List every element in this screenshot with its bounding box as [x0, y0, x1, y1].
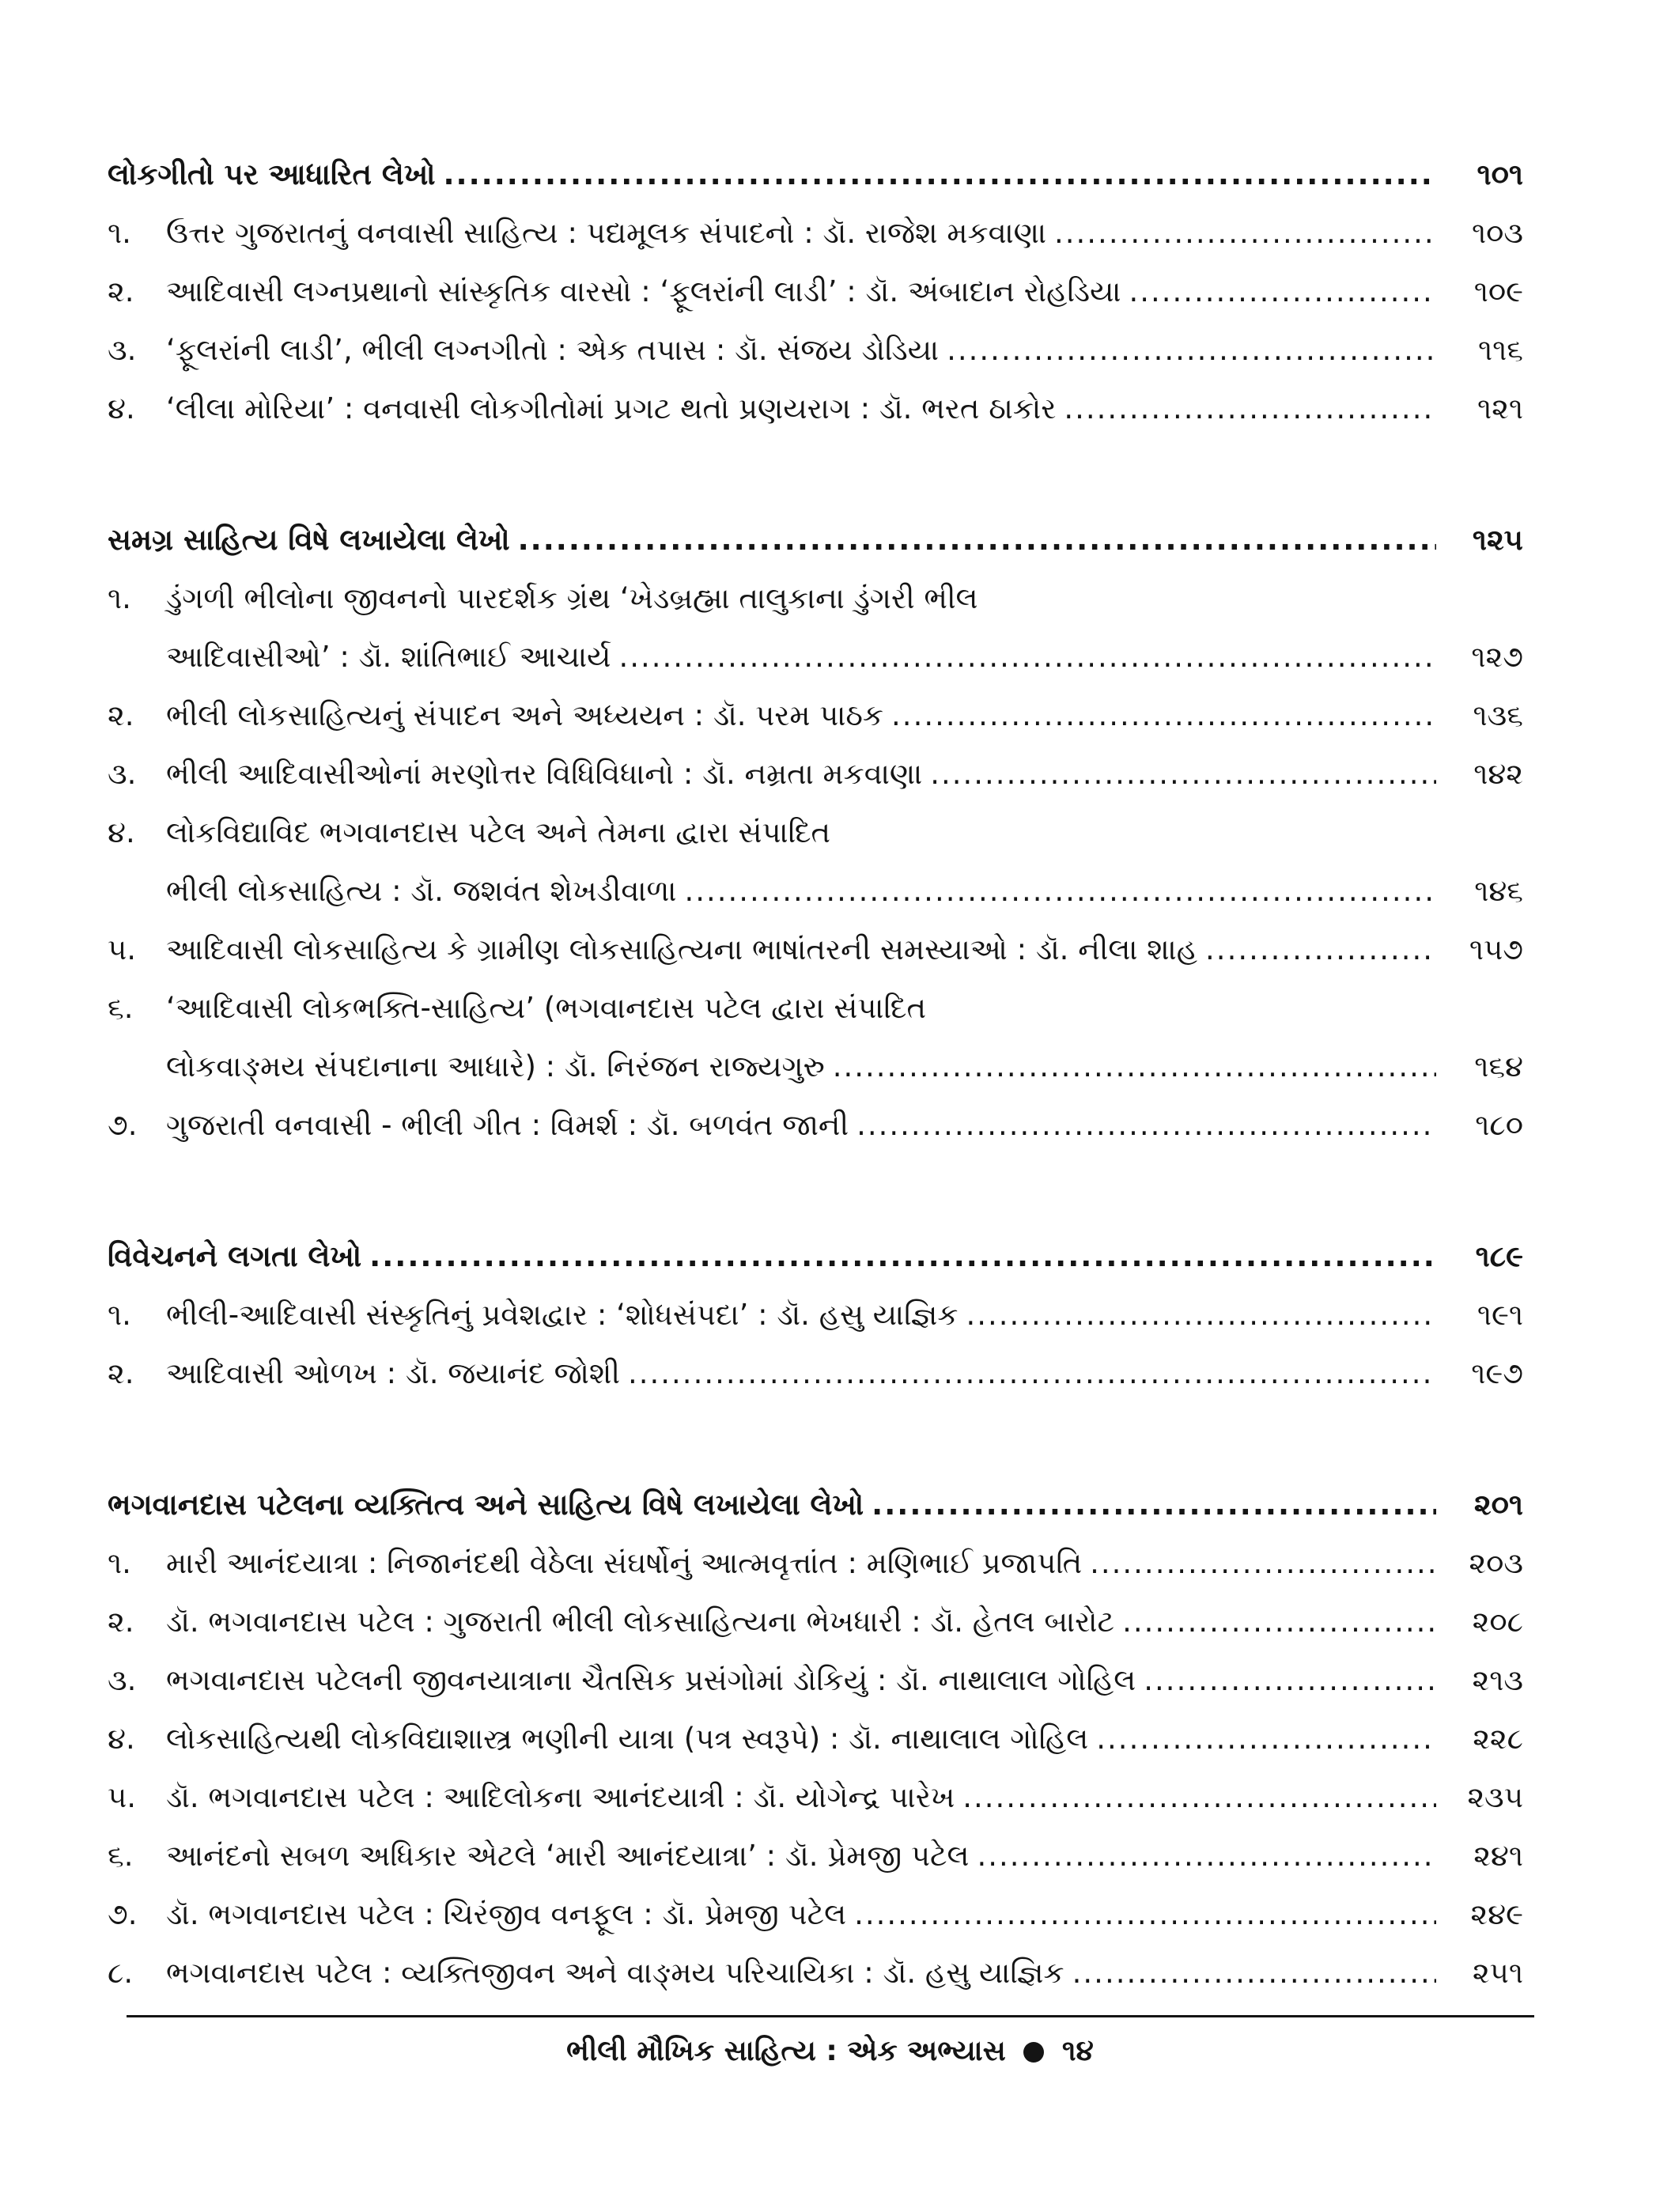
entry-number: ૪. [108, 391, 135, 425]
entry-page: ૨૦૩ [1469, 1546, 1523, 1580]
entry-page: ૧૪૨ [1473, 757, 1523, 791]
entry-title-line1: લોકવિદ્યાવિદ ભગવાનદાસ પટેલ અને તેમના દ્વારા સંપાદિત [166, 815, 831, 849]
entry-number: ૮. [108, 1956, 134, 1990]
toc-entry [108, 1885, 1523, 1944]
toc-section [108, 1476, 1523, 2002]
dot-leader [1090, 1534, 1436, 1593]
entry-page: ૧૮૦ [1475, 1108, 1523, 1142]
dot-leader [628, 1344, 1436, 1403]
entry-number: ૧. [108, 216, 131, 250]
toc-entry-first-line [108, 979, 1523, 1038]
section-heading-title: ભગવાનદાસ પટેલના વ્યક્તિત્વ અને સાહિત્ય વિષે લખાયેલા લેખો [108, 1488, 864, 1522]
entry-number: ૪. [108, 815, 135, 849]
section-heading [108, 1227, 1523, 1286]
entry-number: ૪. [108, 1722, 135, 1756]
toc-entry [108, 380, 1523, 438]
entry-number: ૩. [108, 333, 137, 367]
entry-page: ૧૯૭ [1471, 1356, 1523, 1390]
section-heading [108, 1476, 1523, 1534]
entry-number: ૬. [108, 991, 134, 1025]
toc-entry [108, 1038, 1523, 1096]
dot-leader [1122, 1593, 1436, 1651]
toc-entry [108, 1827, 1523, 1885]
entry-number: ૫. [108, 1780, 137, 1814]
dot-leader [684, 862, 1436, 921]
entry-title: લોકવાઙ્મય સંપદાનાના આધારે) : ડૉ. નિરંજન રાજ્યગુરુ [166, 1049, 825, 1083]
section-heading-page: ૧૦૧ [1477, 157, 1523, 191]
dot-leader [1072, 1944, 1436, 2002]
entry-page: ૨૩૫ [1467, 1780, 1523, 1814]
entry-title: ડૉ. ભગવાનદાસ પટેલ : ચિરંજીવ વનફૂલ : ડૉ. પ્રેમજી પટેલ [166, 1897, 847, 1931]
toc-entry [108, 1651, 1523, 1710]
toc-entry [108, 628, 1523, 686]
dot-leader [518, 511, 1436, 569]
section-heading-page: ૨૦૧ [1473, 1488, 1523, 1522]
entry-page: ૧૪૬ [1474, 874, 1523, 908]
toc-entry [108, 204, 1523, 263]
toc-entry [108, 1593, 1523, 1651]
footer-book-title: ભીલી મૌખિક સાહિત્ય : એક અભ્યાસ [566, 2035, 1006, 2067]
entry-number: ૨. [108, 698, 134, 732]
dot-leader [1054, 204, 1436, 263]
toc-entry-first-line [108, 804, 1523, 862]
section-heading-page: ૧૮૯ [1475, 1239, 1523, 1273]
dot-leader [1064, 380, 1436, 438]
entry-page: ૨૪૧ [1473, 1839, 1523, 1873]
page-footer [0, 2029, 1660, 2074]
entry-page: ૧૬૪ [1474, 1049, 1523, 1083]
entry-title: આદિવાસી ઓળખ : ડૉ. જયાનંદ જોશી [166, 1356, 620, 1390]
dot-leader [947, 321, 1436, 380]
dot-leader [444, 146, 1437, 204]
toc-entry [108, 1534, 1523, 1593]
toc-entry [108, 1768, 1523, 1827]
toc-entry [108, 686, 1523, 745]
entry-page: ૧૦૩ [1471, 216, 1523, 250]
toc-entry [108, 921, 1523, 979]
toc-entry [108, 1096, 1523, 1155]
entry-page: ૧૨૭ [1471, 640, 1523, 674]
entry-title: મારી આનંદયાત્રા : નિજાનંદથી વેઠેલા સંઘર્ષોનું આત્મવૃત્તાંત : મણિભાઈ પ્રજાપતિ [166, 1546, 1083, 1580]
entry-title: ભગવાનદાસ પટેલ : વ્યક્તિજીવન અને વાઙ્મય પરિચાયિકા : ડૉ. હસુ યાજ્ઞિક [166, 1956, 1064, 1990]
section-heading-page: ૧૨૫ [1472, 523, 1523, 557]
toc-entry-first-line [108, 569, 1523, 628]
dot-leader [854, 1885, 1436, 1944]
toc-entry [108, 745, 1523, 804]
section-heading-title: વિવેચનને લગતા લેખો [108, 1239, 362, 1273]
entry-page: ૧૯૧ [1477, 1298, 1523, 1332]
entry-title: ‘ફૂલરાંની લાડી’, ભીલી લગ્નગીતો : એક તપાસ : ડૉ. સંજય ડોડિયા [166, 333, 940, 367]
toc-entry [108, 1710, 1523, 1768]
entry-title: ભીલી લોકસાહિત્યનું સંપાદન અને અધ્યયન : ડૉ. પરમ પાઠક [166, 698, 884, 732]
dot-leader [833, 1038, 1436, 1096]
dot-leader [856, 1096, 1436, 1155]
toc-entry [108, 1944, 1523, 2002]
entry-title: ગુજરાતી વનવાસી - ભીલી ગીત : વિમર્શ : ડૉ. બળવંત જાની [166, 1108, 849, 1142]
dot-leader [962, 1768, 1436, 1827]
toc-entry [108, 862, 1523, 921]
toc-entry [108, 1344, 1523, 1403]
entry-page: ૨૨૮ [1473, 1722, 1523, 1756]
toc-section [108, 146, 1523, 438]
entry-number: ૧. [108, 1546, 131, 1580]
dot-leader [1144, 1651, 1436, 1710]
dot-leader [1129, 263, 1436, 321]
dot-leader [872, 1476, 1436, 1534]
entry-page: ૧૩૬ [1473, 698, 1523, 732]
section-heading [108, 511, 1523, 569]
entry-title: ઉત્તર ગુજરાતનું વનવાસી સાહિત્ય : પદ્યમૂલક સંપાદનો : ડૉ. રાજેશ મકવાણા [166, 216, 1047, 250]
entry-number: ૨. [108, 1356, 134, 1390]
dot-leader [891, 686, 1436, 745]
entry-number: ૧. [108, 581, 131, 615]
table-of-contents [108, 146, 1523, 2002]
entry-number: ૧. [108, 1298, 131, 1332]
entry-title-line1: ડુંગળી ભીલોના જીવનનો પારદર્શક ગ્રંથ ‘ખેડબ્રહ્મા તાલુકાના ડુંગરી ભીલ [166, 581, 978, 615]
entry-page: ૧૫૭ [1469, 932, 1523, 966]
entry-title: આદિવાસીઓ’ : ડૉ. શાંતિભાઈ આચાર્ય [166, 640, 611, 674]
entry-title: આદિવાસી લગ્નપ્રથાનો સાંસ્કૃતિક વારસો : ‘ફૂલરાંની લાડી’ : ડૉ. અંબાદાન રોહડિયા [166, 274, 1121, 308]
dot-leader [977, 1827, 1436, 1885]
entry-number: ૫. [108, 932, 137, 966]
entry-number: ૨. [108, 1605, 134, 1639]
section-heading [108, 146, 1523, 204]
toc-entry [108, 1286, 1523, 1344]
section-heading-title: લોકગીતો પર આધારિત લેખો [108, 157, 436, 191]
dot-leader [369, 1227, 1436, 1286]
entry-page: ૨૦૮ [1472, 1605, 1523, 1639]
entry-title: આનંદનો સબળ અધિકાર એટલે ‘મારી આનંદયાત્રા’ : ડૉ. પ્રેમજી પટેલ [166, 1839, 970, 1873]
bullet-icon [1023, 2042, 1044, 2063]
entry-number: ૨. [108, 274, 134, 308]
dot-leader [1205, 921, 1436, 979]
entry-number: ૬. [108, 1839, 134, 1873]
toc-section [108, 511, 1523, 1155]
entry-title: ‘લીલા મોરિયા’ : વનવાસી લોકગીતોમાં પ્રગટ થતો પ્રણયરાગ : ડૉ. ભરત ઠાકોર [166, 391, 1057, 425]
entry-title: લોકસાહિત્યથી લોકવિદ્યાશાસ્ત્ર ભણીની યાત્રા (પત્ર સ્વરૂપે) : ડૉ. નાથાલાલ ગોહિલ [166, 1722, 1089, 1756]
entry-page: ૨૫૧ [1472, 1956, 1523, 1990]
toc-entry [108, 263, 1523, 321]
entry-title: ભીલી લોકસાહિત્ય : ડૉ. જશવંત શેખડીવાળા [166, 874, 677, 908]
dot-leader [930, 745, 1436, 804]
entry-title: ડૉ. ભગવાનદાસ પટેલ : ગુજરાતી ભીલી લોકસાહિત્યના ભેખધારી : ડૉ. હેતલ બારોટ [166, 1605, 1115, 1639]
footer-divider [127, 2015, 1534, 2017]
section-heading-title: સમગ્ર સાહિત્ય વિષે લખાયેલા લેખો [108, 523, 510, 557]
entry-title: ડૉ. ભગવાનદાસ પટેલ : આદિલોકના આનંદયાત્રી : ડૉ. યોગેન્દ્ર પારેખ [166, 1780, 955, 1814]
entry-page: ૨૧૩ [1472, 1663, 1523, 1697]
entry-title: ભીલી આદિવાસીઓનાં મરણોત્તર વિધિવિધાનો : ડૉ. નમ્રતા મકવાણા [166, 757, 923, 791]
entry-title-line1: ‘આદિવાસી લોકભક્તિ-સાહિત્ય’ (ભગવાનદાસ પટેલ દ્વારા સંપાદિત [166, 991, 927, 1025]
toc-entry [108, 321, 1523, 380]
entry-number: ૭. [108, 1108, 138, 1142]
entry-number: ૩. [108, 757, 137, 791]
entry-page: ૨૪૯ [1470, 1897, 1523, 1931]
entry-title: ભીલી-આદિવાસી સંસ્કૃતિનું પ્રવેશદ્વાર : ‘શોધસંપદા’ : ડૉ. હસુ યાજ્ઞિક [166, 1298, 959, 1332]
footer-page-number: ૧૪ [1061, 2035, 1094, 2067]
dot-leader [966, 1286, 1436, 1344]
toc-section [108, 1227, 1523, 1403]
entry-page: ૧૨૧ [1477, 391, 1523, 425]
entry-number: ૭. [108, 1897, 138, 1931]
entry-page: ૧૦૯ [1473, 274, 1523, 308]
entry-title: ભગવાનદાસ પટેલની જીવનયાત્રાના ચૈતસિક પ્રસંગોમાં ડોકિયું : ડૉ. નાથાલાલ ગોહિલ [166, 1663, 1136, 1697]
entry-page: ૧૧૬ [1478, 333, 1523, 367]
entry-title: આદિવાસી લોકસાહિત્ય કે ગ્રામીણ લોકસાહિત્યના ભાષાંતરની સમસ્યાઓ : ડૉ. નીલા શાહ [166, 932, 1198, 966]
entry-number: ૩. [108, 1663, 137, 1697]
dot-leader [1096, 1710, 1436, 1768]
dot-leader [618, 628, 1436, 686]
